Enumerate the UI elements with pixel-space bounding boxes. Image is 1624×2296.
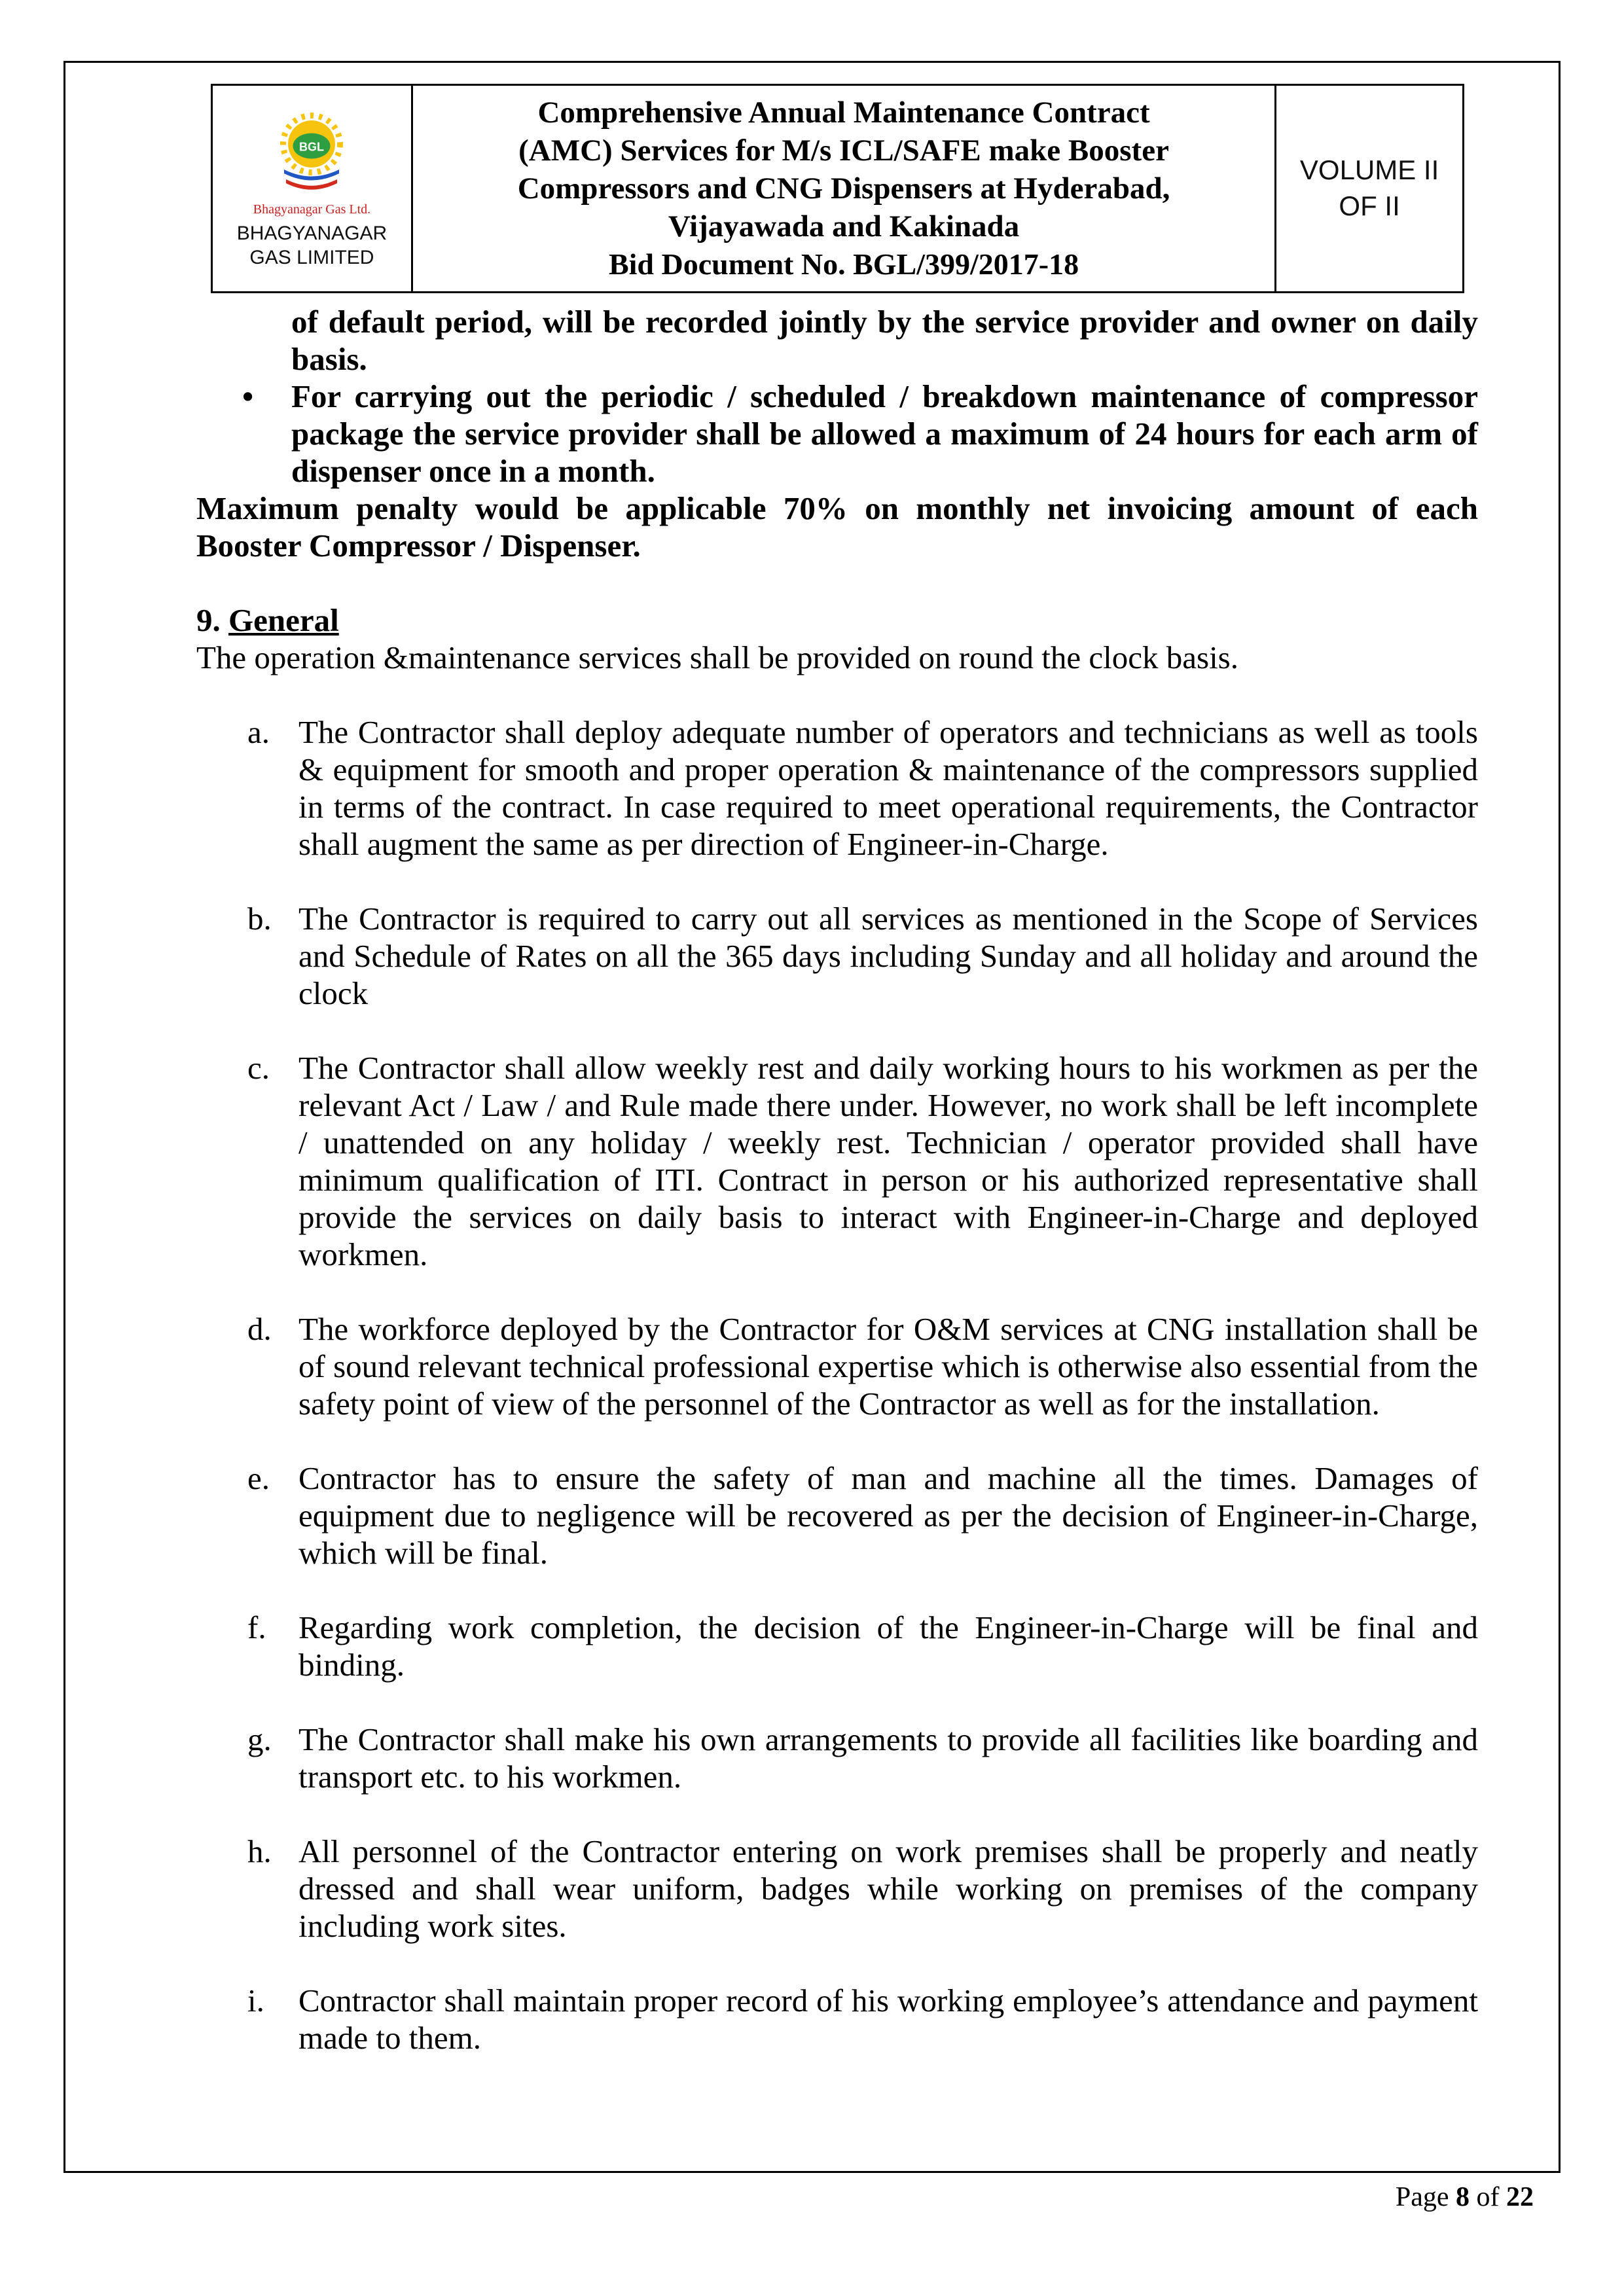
bullet-marker: • — [242, 378, 254, 414]
list-item-text: All personnel of the Contractor entering on work premises shall be properly and neatly dressed and shall wear uniform, badges while working on premises of the company including work sites. — [298, 1833, 1478, 1944]
list-item-label: g. — [247, 1721, 272, 1757]
list-item — [196, 1721, 1478, 1795]
section-heading — [196, 601, 1478, 639]
paragraph-continuation: of default period, will be recorded jointly by the service provider and owner on daily basis. — [291, 304, 1478, 377]
section-title: General — [228, 602, 339, 638]
list-item — [196, 1833, 1478, 1945]
list-item-text: The Contractor shall allow weekly rest and daily working hours to his workmen as per the relevant Act / Law / and Rule made there under. However, no work shall be left incomplete / unattended on any holiday / weekly rest. Technician / operator provided shall have minimum qualification of ITI. Contract in person or his authorized representative shall provide the services on daily basis to interact with Engineer-in-Charge and deployed workmen. — [298, 1050, 1478, 1272]
list-item-text: Contractor shall maintain proper record of his working employee’s attendance and payment made to them. — [298, 1982, 1478, 2056]
page-footer — [1396, 2181, 1534, 2214]
bullet-text: For carrying out the periodic / scheduled / breakdown maintenance of compressor package the service provider shall be allowed a maximum of 24 hours for each arm of dispenser once in a month. — [291, 378, 1478, 489]
list-item-text: The Contractor shall deploy adequate number of operators and technicians as well as tools & equipment for smooth and proper operation & maintenance of the compressors supplied in terms of the contract. In case required to meet operational requirements, the Contractor shall augment the same as per direction of Engineer-in-Charge. — [298, 714, 1478, 862]
section-number: 9. — [196, 602, 221, 638]
list-item-label: h. — [247, 1833, 272, 1869]
list-item-text: The Contractor is required to carry out all services as mentioned in the Scope of Services and Schedule of Rates on all the 365 days including Sunday and all holiday and around the clock — [298, 901, 1478, 1011]
document-title-line: Compressors and CNG Dispensers at Hyderabad, — [517, 171, 1170, 206]
document-title-cell — [412, 85, 1275, 293]
logo-cell — [212, 85, 412, 293]
list-item-label: b. — [247, 901, 272, 937]
footer-of-word: of — [1476, 2182, 1500, 2212]
list-item — [196, 1049, 1478, 1273]
logo-tagline: Bhagyanagar Gas Ltd. — [253, 202, 371, 217]
list-item — [196, 1310, 1478, 1422]
page-body — [196, 303, 1478, 2056]
footer-total-pages: 22 — [1506, 2182, 1534, 2212]
list-item — [196, 900, 1478, 1012]
list-item-label: d. — [247, 1311, 272, 1347]
logo-company-name: BHAGYANAGAR GAS LIMITED — [236, 222, 388, 268]
bgl-logo-acronym: BGL — [299, 140, 325, 153]
document-title-line: Vijayawada and Kakinada — [668, 209, 1020, 243]
section-intro: The operation &maintenance services shall be provided on round the clock basis. — [196, 639, 1238, 675]
bgl-logo — [217, 111, 407, 270]
list-item-label: f. — [247, 1609, 266, 1645]
volume-line: VOLUME II — [1299, 154, 1439, 186]
list-item — [196, 1609, 1478, 1683]
list-item-text: The Contractor shall make his own arrangements to provide all facilities like boarding and transport etc. to his workmen. — [298, 1721, 1478, 1795]
document-title-line: Comprehensive Annual Maintenance Contract — [537, 96, 1150, 130]
list-item — [196, 1460, 1478, 1571]
footer-page-word: Page — [1395, 2182, 1449, 2212]
list-item-text: The workforce deployed by the Contractor for O&M services at CNG installation shall be of sound relevant technical professional expertise which is otherwise also essential from the safety point of view of the personnel of the Contractor as well as for the installation. — [298, 1311, 1478, 1422]
document-title-line: (AMC) Services for M/s ICL/SAFE make Booster — [518, 134, 1169, 168]
volume-line: OF II — [1339, 190, 1400, 221]
list-item — [196, 713, 1478, 863]
list-item-text: Regarding work completion, the decision of the Engineer-in-Charge will be final and binding. — [298, 1609, 1478, 1683]
volume-cell — [1276, 85, 1464, 293]
list-item — [196, 1982, 1478, 2056]
list-item-label: c. — [247, 1050, 270, 1086]
list-item-label: e. — [247, 1460, 270, 1496]
bid-document-number: Bid Document No. BGL/399/2017-18 — [608, 247, 1079, 281]
bgl-logo-emblem — [262, 111, 361, 197]
list-item-label: i. — [247, 1982, 264, 2018]
list-item-label: a. — [247, 714, 270, 750]
paragraph-penalty: Maximum penalty would be applicable 70% on monthly net invoicing amount of each Booster Compressor / Dispenser. — [196, 490, 1478, 564]
bullet-item — [196, 378, 1478, 490]
footer-page-number: 8 — [1456, 2182, 1470, 2212]
list-item-text: Contractor has to ensure the safety of man and machine all the times. Damages of equipment due to negligence will be recovered as per the decision of Engineer-in-Charge, which will be final. — [298, 1460, 1478, 1571]
page-frame — [63, 61, 1561, 2173]
header-table — [211, 84, 1464, 293]
